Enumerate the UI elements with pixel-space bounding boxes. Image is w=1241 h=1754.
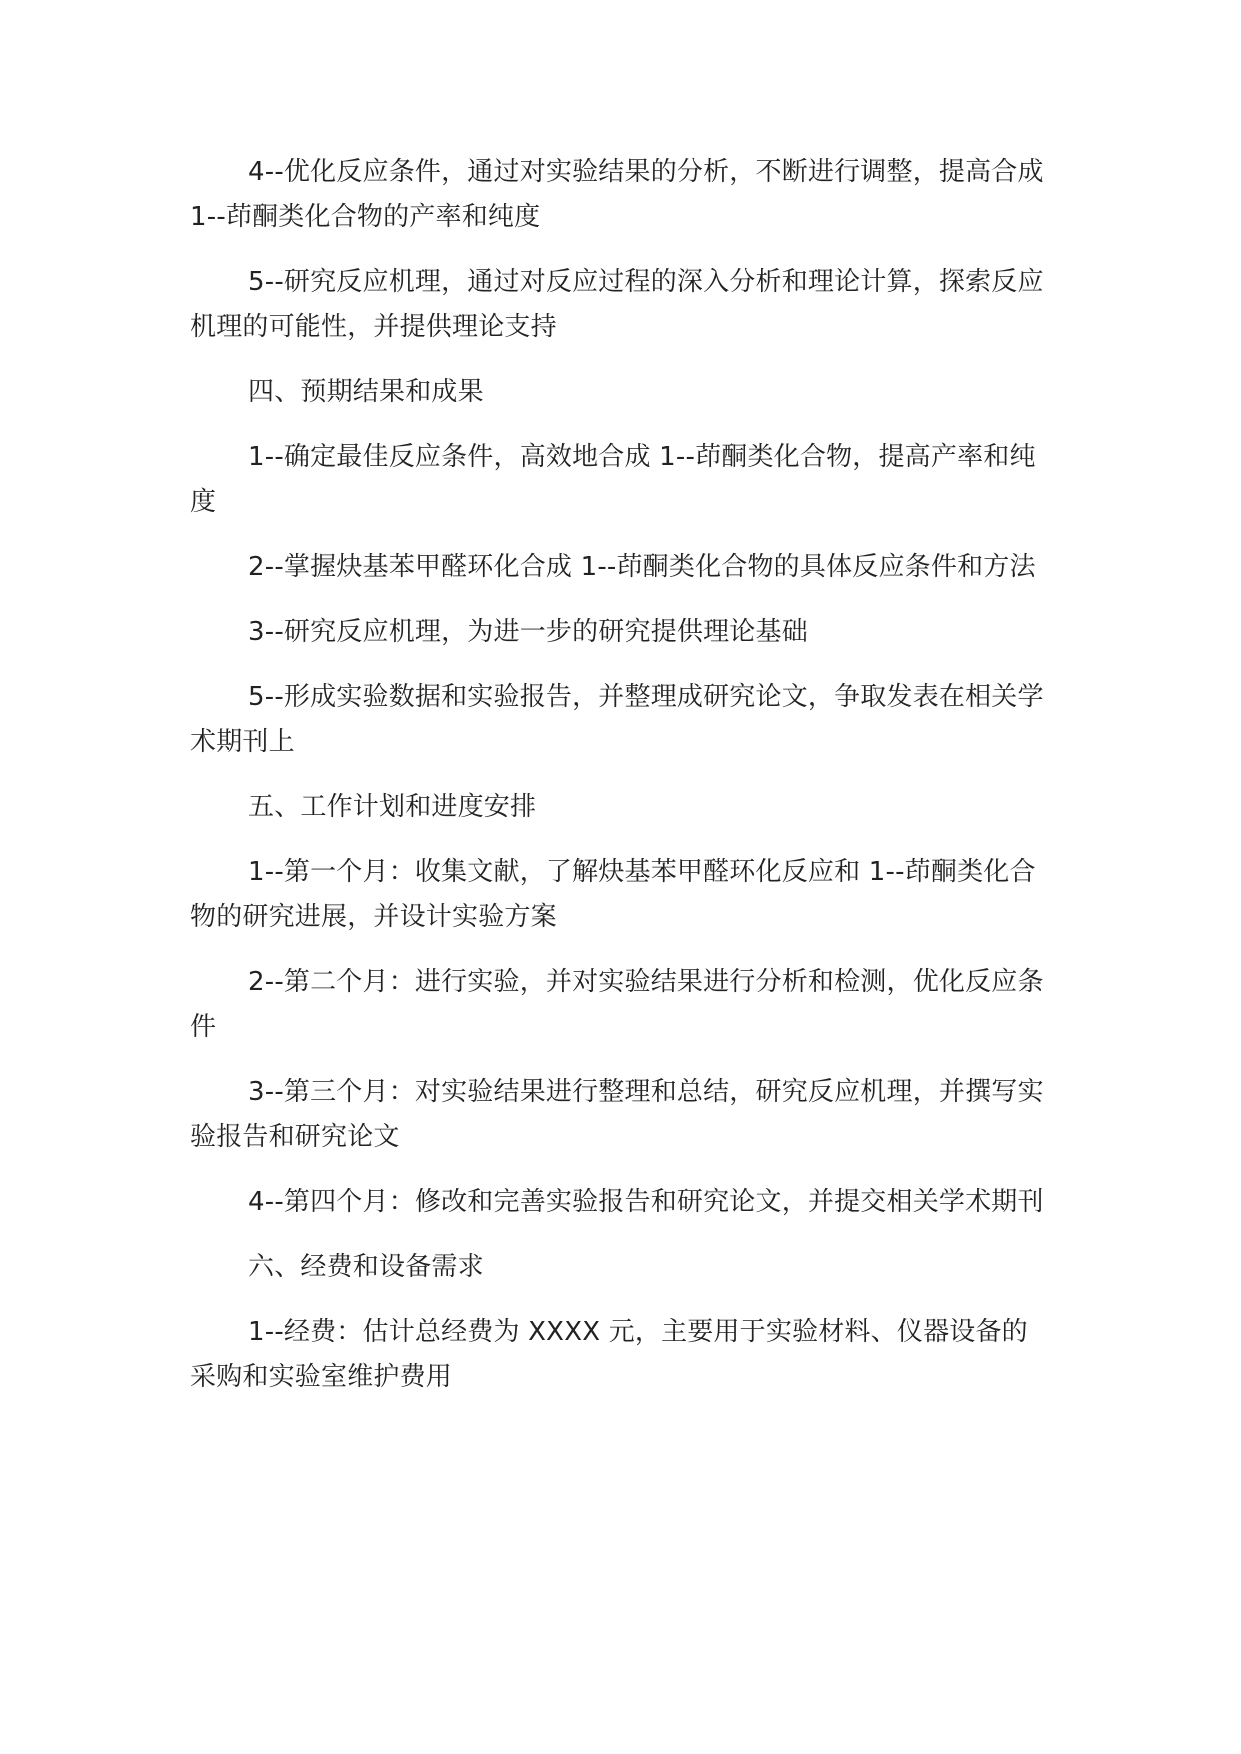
paragraph-result-5: 5--形成实验数据和实验报告，并整理成研究论文，争取发表在相关学术期刊上: [190, 682, 1044, 757]
paragraph-plan-month-4: 4--第四个月：修改和完善实验报告和研究论文，并提交相关学术期刊: [248, 1187, 1044, 1217]
paragraph-plan-month-1: 1--第一个月：收集文献，了解炔基苯甲醛环化反应和 1--茚酮类化合物的研究进展，并设计实验方案: [190, 857, 1036, 932]
section-heading-expected-results: 四、预期结果和成果: [248, 377, 484, 407]
paragraph-result-2: 2--掌握炔基苯甲醛环化合成 1--茚酮类化合物的具体反应条件和方法: [248, 552, 1036, 582]
document-body: [190, 150, 1045, 1420]
paragraph-result-3: 3--研究反应机理，为进一步的研究提供理论基础: [248, 617, 808, 647]
paragraph-study-mechanism: 5--研究反应机理，通过对反应过程的深入分析和理论计算，探索反应机理的可能性，并提供理论支持: [190, 267, 1044, 342]
paragraph-plan-month-2: 2--第二个月：进行实验，并对实验结果进行分析和检测，优化反应条件: [190, 967, 1044, 1042]
paragraph-plan-month-3: 3--第三个月：对实验结果进行整理和总结，研究反应机理，并撰写实验报告和研究论文: [190, 1077, 1044, 1152]
paragraph-funding: 1--经费：估计总经费为 XXXX 元，主要用于实验材料、仪器设备的采购和实验室维护费用: [190, 1317, 1028, 1392]
paragraph-optimize-conditions: 4--优化反应条件，通过对实验结果的分析，不断进行调整，提高合成 1--茚酮类化合物的产率和纯度: [190, 157, 1044, 232]
paragraph-result-1: 1--确定最佳反应条件，高效地合成 1--茚酮类化合物，提高产率和纯度: [190, 442, 1036, 517]
section-heading-funding: 六、经费和设备需求: [248, 1252, 484, 1282]
section-heading-work-plan: 五、工作计划和进度安排: [248, 792, 537, 822]
